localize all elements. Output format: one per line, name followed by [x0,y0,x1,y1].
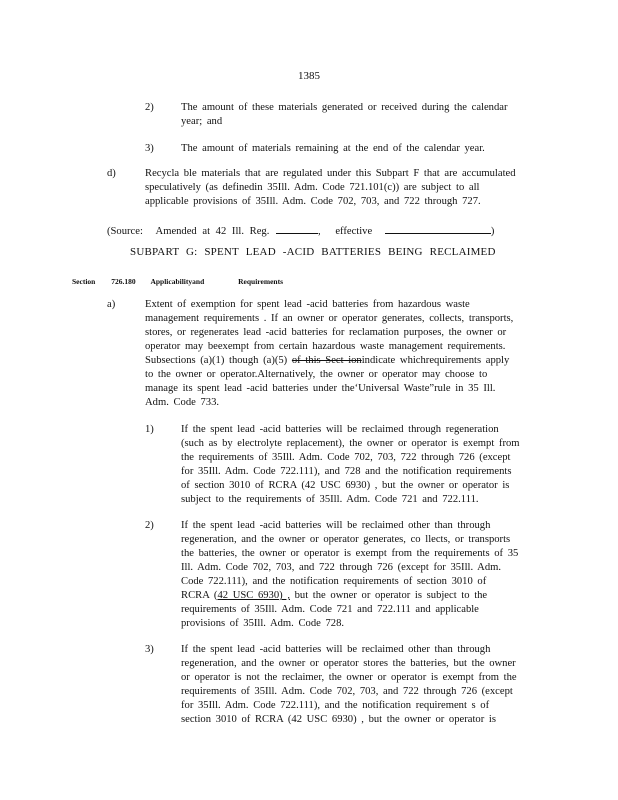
sub-2-line-8: provisions of 35Ill. Adm. Code 728. [181,618,345,629]
item-a-line-3: stores, or regenerates lead -acid batteries for reclamation purposes, the owner or [145,327,507,338]
sub-3-number: 3) [145,644,154,655]
source-close: ) [490,226,495,237]
sub-2-line-5: Code 722.111), and the notification requirements of section 3010 of [181,576,487,587]
sub-2-line-1: If the spent lead -acid batteries will be reclaimed other than through [181,520,491,531]
section-heading [72,275,372,289]
item-a-struck-text: of this Sect ion [291,355,362,366]
sub-2-underlined-citation: 42 USC 6930) , [217,590,290,601]
item-a-line-7: manage its spent lead -acid batteries under the‘Universal Waste”rule in 35 Ill. [145,383,496,394]
item-d-number: d) [107,168,116,179]
item-a-line-2: management requirements . If an owner or operator generates, collects, transports, [145,313,514,324]
sub-3-line-4: requirements of 35Ill. Adm. Code 702, 703, and 722 through 726 (except [181,686,513,697]
sub-2-rcra-b: but the owner or operator is subject to the [289,590,488,601]
item-3-line-1: The amount of materials remaining at the end of the calendar year. [181,143,485,154]
sub-1-line-3: the requirements of 35Ill. Adm. Code 702, 703, 722 through 726 (except [181,452,511,463]
item-d-line-2: speculatively (as definedin 35Ill. Adm. Code 721.101(c)) are subject to all [145,182,480,193]
sub-1-line-4: for 35Ill. Adm. Code 722.111), and 728 and the notification requirements [181,466,512,477]
item-2-line-1: The amount of these materials generated or received during the calendar [181,102,508,113]
item-d-line-3: applicable provisions of 35Ill. Adm. Code 702, 703, and 722 through 727. [145,196,481,207]
sub-2-line-6 [181,589,487,603]
source-amended: Amended at 42 Ill. Reg. [155,226,270,237]
section-title-a: Applicabilityand [150,277,205,286]
sub-3-line-1: If the spent lead -acid batteries will be reclaimed other than through [181,644,491,655]
sub-2-line-2: regeneration, and the owner or operator generates, co llects, or transports [181,534,511,545]
item-3-number: 3) [145,143,154,154]
source-effective: effective [335,226,373,237]
source-reg-blank [276,223,318,234]
sub-2-number: 2) [145,520,154,531]
sub-2-line-3: the batteries, the owner or operator is exempt from the requirements of 35 [181,548,519,559]
sub-2-rcra-a: RCRA ( [181,590,218,601]
sub-1-number: 1) [145,424,154,435]
source-date-blank [385,223,491,234]
item-2-number: 2) [145,102,154,113]
sub-1-line-1: If the spent lead -acid batteries will be reclaimed through regeneration [181,424,499,435]
item-d-line-1: Recycla ble materials that are regulated under this Subpart F that are accumulated [145,168,516,179]
sub-1-line-2: (such as by electrolyte replacement), the owner or operator is exempt from [181,438,520,449]
item-a-line-5-b: indicate whichrequirements apply [361,355,510,366]
item-2-line-2: year; and [181,116,223,127]
sub-3-line-3: or operator is not the reclaimer, the owner or operator is exempt from the [181,672,517,683]
sub-3-line-5: for 35Ill. Adm. Code 722.111), and the notification requirement s of [181,700,490,711]
source-note: (Source: Amended at 42 Ill. Reg. , effective ) [107,223,507,239]
source-label: (Source: [107,226,143,237]
sub-1-line-6: subject to the requirements of 35Ill. Adm. Code 721 and 722.111. [181,494,479,505]
item-a-number: a) [107,299,116,310]
subpart-title: SUBPART G: SPENT LEAD -ACID BATTERIES BEING RECLAIMED [130,246,496,258]
page-number: 1385 [298,70,320,82]
item-a-line-5 [145,354,509,368]
sub-3-line-6: section 3010 of RCRA (42 USC 6930) , but the owner or operator is [181,714,496,725]
item-a-line-8: Adm. Code 733. [145,397,220,408]
sub-1-line-5: of section 3010 of RCRA (42 USC 6930) , but the owner or operator is [181,480,510,491]
section-title-b: Requirements [238,277,283,286]
sub-3-line-2: regeneration, and the owner or operator stores the batteries, but the owner [181,658,516,669]
section-label: Section [72,277,96,286]
item-a-line-5-a: Subsections (a)(1) though (a)(5) [145,355,288,366]
sub-2-line-7: requirements of 35Ill. Adm. Code 721 and 722.111 and applicable [181,604,479,615]
item-a-line-1: Extent of exemption for spent lead -acid batteries from hazardous waste [145,299,470,310]
item-a-line-6: to the owner or operator.Alternatively, the owner or operator may choose to [145,369,488,380]
item-a-line-4: operator may beexempt from certain hazardous waste management requirements. [145,341,506,352]
sub-2-line-4: Ill. Adm. Code 702, 703, and 722 through 726 (except for 35Ill. Adm. [181,562,501,573]
section-number: 726.180 [111,277,136,286]
